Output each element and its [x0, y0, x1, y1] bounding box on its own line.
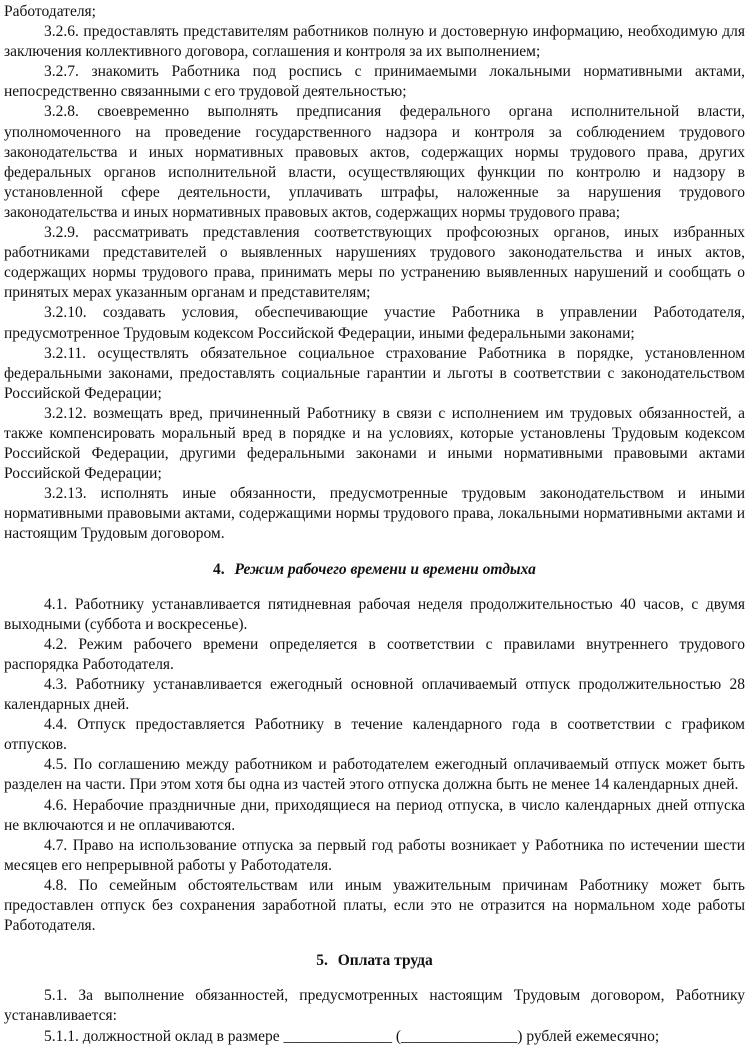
- clause-text: Отпуск предоставляется Работнику в течение календарного года в соответствии с графиком отпусков.: [4, 716, 745, 754]
- clause-text: предоставлять представителям работников полную и достоверную информацию, необходимую для заключения коллективного договора, соглашения и контроля за их выполнением;: [4, 23, 745, 61]
- clause-number: 3.2.12.: [44, 404, 87, 422]
- clause-text: Режим рабочего времени определяется в соответствии с правилами внутреннего трудового распорядка Работодателя.: [4, 635, 745, 673]
- section-3-items: [4, 22, 745, 544]
- clause-paragraph: [4, 796, 745, 836]
- clause-paragraph: [4, 635, 745, 675]
- clause-number: 4.1.: [44, 595, 68, 613]
- clause-number: 3.2.8.: [44, 103, 79, 121]
- clause-text: создавать условия, обеспечивающие участие Работника в управлении Работодателя, предусмотренное Трудовым кодексом Российской Федерации, иными федеральными законами;: [4, 304, 745, 342]
- clause-paragraph: [4, 223, 745, 303]
- clause-paragraph: [4, 595, 745, 635]
- clause-number: 4.8.: [44, 876, 68, 894]
- clause-text: Работнику устанавливается ежегодный основной оплачиваемый отпуск продолжительностью 28 календарных дней.: [4, 676, 745, 714]
- clause-text: знакомить Работника под роспись с принимаемыми локальными нормативными актами, непосредственно связанными с его трудовой деятельностью;: [4, 63, 745, 101]
- clause-paragraph: [4, 62, 745, 102]
- clause-number: 3.2.9.: [44, 224, 79, 242]
- clause-paragraph: [4, 22, 745, 62]
- clause-paragraph: [4, 102, 745, 223]
- clause-number: 3.2.11.: [44, 344, 87, 362]
- top-fragment: Работодателя;: [4, 3, 96, 20]
- clause-paragraph: [4, 1027, 745, 1047]
- clause-number: 4.5.: [44, 756, 68, 774]
- clause-paragraph: [4, 876, 745, 936]
- clause-text: По соглашению между работником и работодателем ежегодный оплачиваемый отпуск может быть разделен на части. При этом хотя бы одна из частей этого отпуска должна быть не менее 14 календарных дней.: [4, 756, 746, 794]
- section-5-items: [4, 986, 745, 1046]
- clause-text: возмещать вред, причиненный Работнику в связи с исполнением им трудовых обязанностей, а также компенсировать моральный вред в порядке и на условиях, которые установлены Трудовым кодексом Российской Федерации, другими федеральными законами и иными нормативными правовыми актами Российской Федерации;: [4, 404, 746, 483]
- clause-text: осуществлять обязательное социальное страхование Работника в порядке, установленном федеральными законами, предоставлять социальные гарантии и льготы в соответствии с законодательством Российской Федерации;: [4, 344, 746, 402]
- clause-text: Работнику устанавливается пятидневная рабочая неделя продолжительностью 40 часов, с двумя выходными (суббота и воскресенье).: [4, 595, 746, 633]
- clause-number: 4.3.: [44, 676, 68, 693]
- clause-number: 3.2.7.: [44, 63, 79, 81]
- clause-text: За выполнение обязанностей, предусмотренных настоящим Трудовым договором, Работнику устанавливается:: [4, 987, 746, 1025]
- section-4-heading: [4, 545, 745, 595]
- clause-text: По семейным обстоятельствам или иным уважительным причинам Работнику может быть предоставлен отпуск без сохранения заработной платы, если это не отразится на нормальном ходе работы Работодателя.: [4, 876, 745, 935]
- section-4-number: 4.: [213, 560, 225, 578]
- clause-text: Нерабочие праздничные дни, приходящиеся на период отпуска, в число календарных дней отпуска не включаются и не оплачиваются.: [4, 796, 746, 834]
- clause-paragraph: [4, 675, 745, 715]
- clause-paragraph: [4, 303, 745, 343]
- clause-paragraph: [4, 484, 745, 544]
- clause-text: Право на использование отпуска за первый год работы возникает у Работника по истечении шести месяцев его непрерывной работы у Работодателя.: [4, 836, 746, 874]
- section-5-title: Оплата труда: [337, 952, 433, 970]
- clause-number: 5.1.: [44, 987, 68, 1005]
- clause-number: 4.4.: [44, 716, 68, 734]
- clause-paragraph: [4, 755, 745, 795]
- clause-paragraph: [4, 344, 745, 404]
- clause-text: рассматривать представления соответствующих профсоюзных органов, иных избранных работниками представителей о выявленных нарушениях трудового законодательства и иных актов, содержащих нормы трудового права, принимать меры по устранению выявленных нарушений и сообщать о принятых мерах указанным органам и представителям;: [4, 224, 746, 302]
- section-5-number: 5.: [316, 952, 328, 970]
- section-4-title: Режим рабочего времени и времени отдыха: [234, 560, 536, 578]
- clause-number: 5.1.1.: [44, 1027, 79, 1045]
- clause-text: должностной оклад в размере ______________ (_______________) рублей ежемесячно;: [82, 1027, 660, 1045]
- clause-number: 4.7.: [44, 836, 68, 854]
- clause-number: 3.2.13.: [44, 485, 87, 503]
- clause-text: исполнять иные обязанности, предусмотренные трудовым законодательством и иными нормативными правовыми актами, содержащими нормы трудового права, локальными нормативными актами и настоящим Трудовым договором.: [4, 485, 746, 543]
- section-4-items: [4, 595, 745, 937]
- clause-paragraph: [4, 986, 745, 1026]
- clause-number: 4.2.: [44, 635, 68, 653]
- clause-number: 4.6.: [44, 796, 68, 814]
- clause-number: 3.2.6.: [44, 23, 79, 41]
- section-5-heading: [4, 936, 745, 986]
- clause-text: своевременно выполнять предписания федерального органа исполнительной власти, уполномоченного на проведение государственного надзора и контроля за соблюдением трудового законодательства и иных нормативных правовых актов, содержащих нормы трудового права, других федеральных органов исполнительной власти, осуществляющих функции по контролю и надзору в установленной сфере деятельности, уплачивать штрафы, наложенные за нарушения трудового законодательства и иных нормативных правовых актов, содержащих нормы трудового права;: [4, 103, 746, 221]
- clause-paragraph: [4, 404, 745, 484]
- clause-number: 3.2.10.: [44, 304, 87, 322]
- clause-paragraph: [4, 836, 745, 876]
- clause-paragraph: [4, 715, 745, 755]
